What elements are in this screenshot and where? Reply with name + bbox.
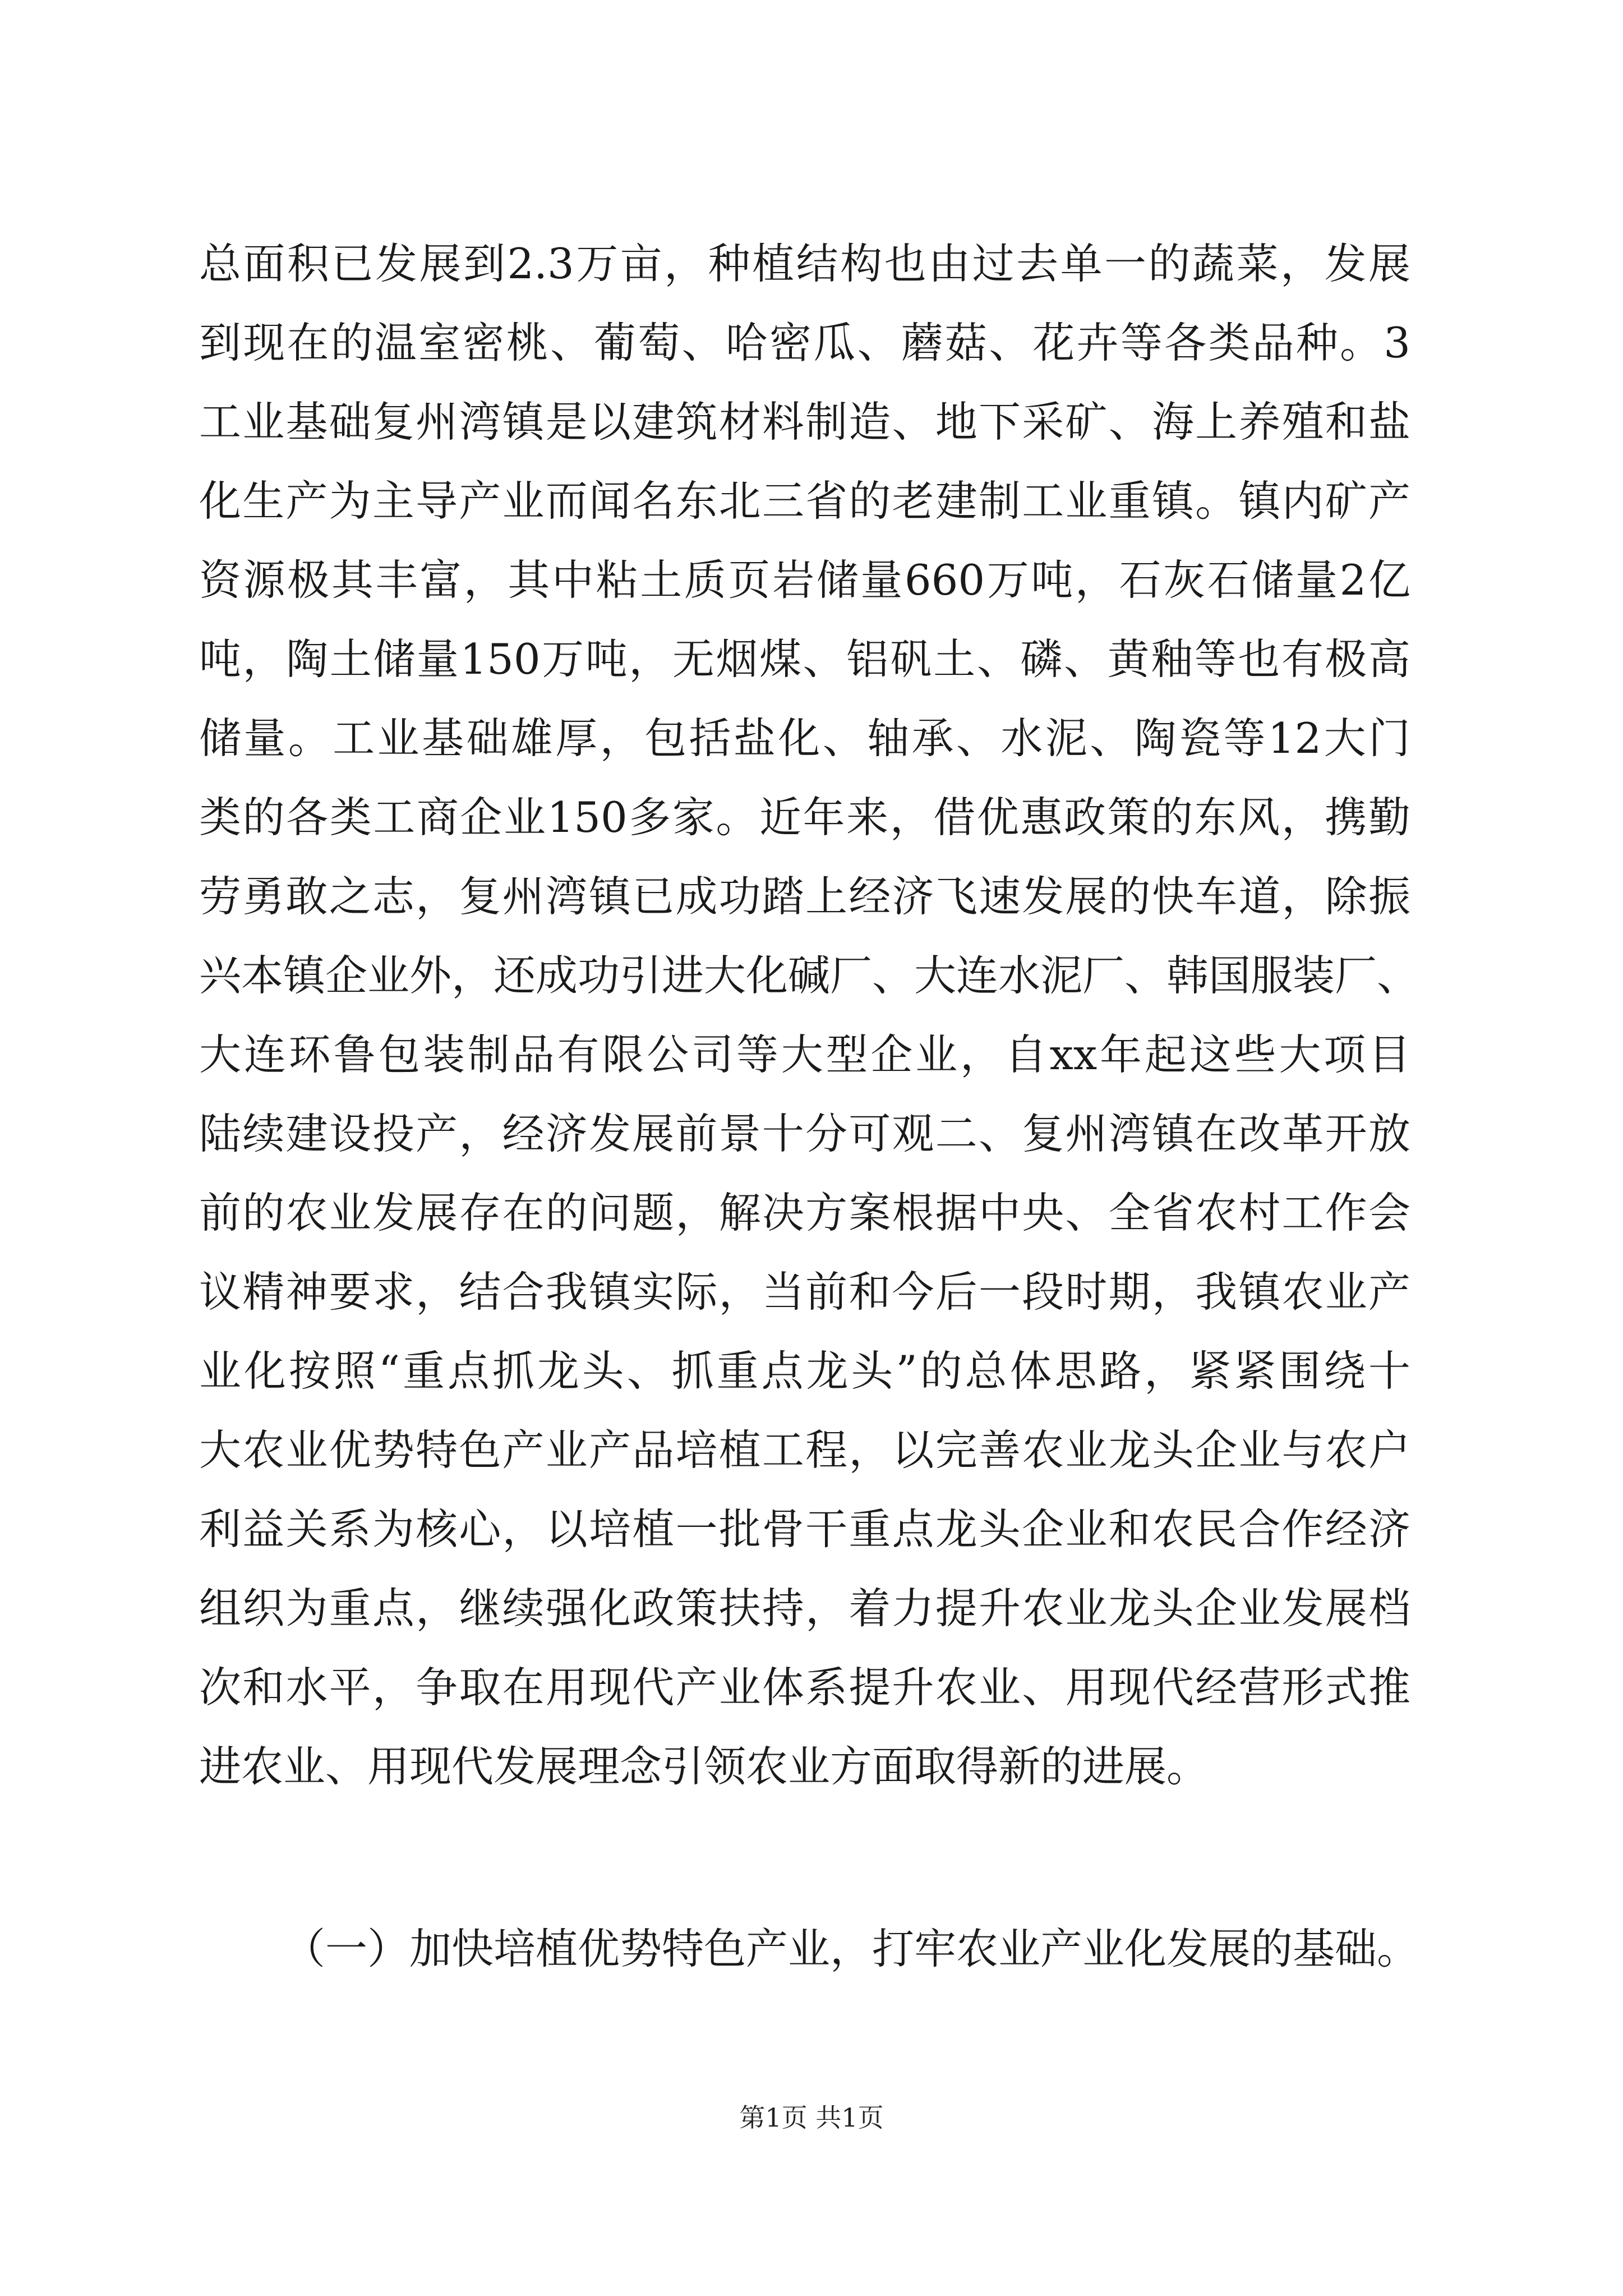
text-line: 大连环鲁包装制品有限公司等大型企业，自xx年起这些大项目 xyxy=(199,1030,1410,1079)
text-line: 吨，陶土储量150万吨，无烟煤、铝矾土、磷、黄釉等也有极高 xyxy=(199,634,1410,684)
section-heading: （一）加快培植优势特色产业，打牢农业产业化发展的基础。 xyxy=(283,1924,1419,1973)
text-line: 化生产为主导产业而闻名东北三省的老建制工业重镇。镇内矿产 xyxy=(199,476,1410,526)
text-line: 组织为重点，继续强化政策扶持，着力提升农业龙头企业发展档 xyxy=(199,1584,1410,1633)
text-line: 业化按照“重点抓龙头、抓重点龙头”的总体思路，紧紧围绕十 xyxy=(199,1346,1410,1396)
text-line: 议精神要求，结合我镇实际，当前和今后一段时期，我镇农业产 xyxy=(199,1267,1410,1317)
text-line: 兴本镇企业外，还成功引进大化碱厂、大连水泥厂、韩国服装厂、 xyxy=(199,951,1419,1000)
text-line: 利益关系为核心，以培植一批骨干重点龙头企业和农民合作经济 xyxy=(199,1504,1410,1554)
text-line: 陆续建设投产，经济发展前景十分可观二、复州湾镇在改革开放 xyxy=(199,1109,1410,1158)
text-line: 工业基础复州湾镇是以建筑材料制造、地下采矿、海上养殖和盐 xyxy=(199,397,1410,447)
text-line: 到现在的温室密桃、葡萄、哈密瓜、蘑菇、花卉等各类品种。3 xyxy=(199,318,1410,367)
text-line: 储量。工业基础雄厚，包括盐化、轴承、水泥、陶瓷等12大门 xyxy=(199,714,1410,763)
text-line: 类的各类工商企业150多家。近年来，借优惠政策的东风，携勤 xyxy=(199,793,1410,842)
text-line: 次和水平，争取在用现代产业体系提升农业、用现代经营形式推 xyxy=(199,1663,1410,1712)
page-footer: 第1页 共1页 xyxy=(739,2102,884,2133)
text-line: 总面积已发展到2.3万亩，种植结构也由过去单一的蔬菜，发展 xyxy=(199,239,1410,288)
text-line: 大农业优势特色产业产品培植工程，以完善农业龙头企业与农户 xyxy=(199,1425,1410,1475)
text-line: 进农业、用现代发展理念引领农业方面取得新的进展。 xyxy=(199,1742,1209,1791)
body-paragraph xyxy=(199,224,1419,1806)
text-line: 资源极其丰富，其中粘土质页岩储量660万吨，石灰石储量2亿 xyxy=(199,555,1410,605)
text-line: 前的农业发展存在的问题，解决方案根据中央、全省农村工作会 xyxy=(199,1188,1410,1237)
text-line: 劳勇敢之志，复州湾镇已成功踏上经济飞速发展的快车道，除振 xyxy=(199,872,1410,921)
